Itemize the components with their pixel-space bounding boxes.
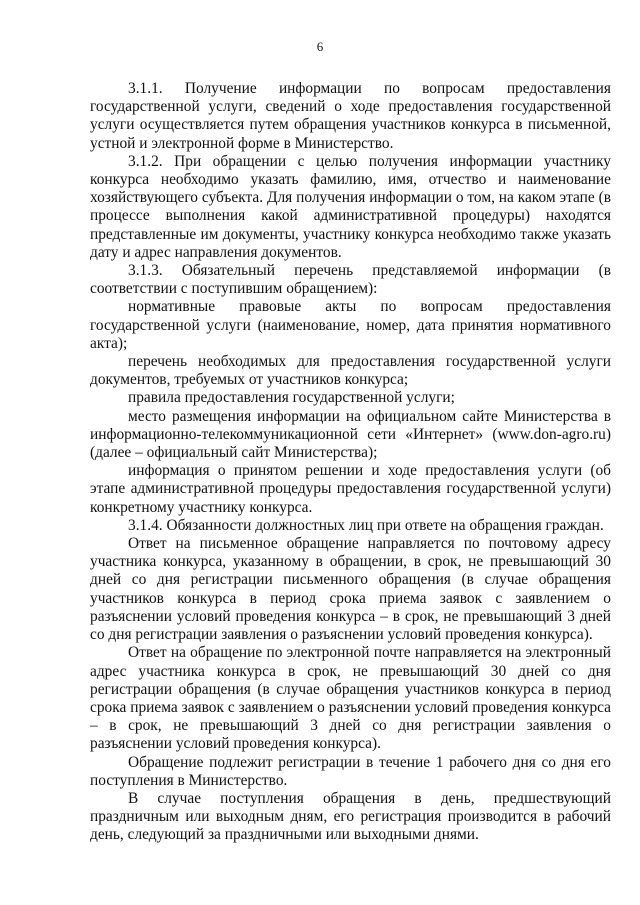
list-item-decision-info: информация о принятом решении и ходе предоставления услуги (об этапе административной процедуры предоставления государственной услуги) конкретному участнику конкурса.	[90, 462, 611, 516]
paragraph-3-1-4: 3.1.4. Обязанности должностных лиц при ответе на обращения граждан.	[128, 516, 604, 534]
paragraph-written-reply: Ответ на письменное обращение направляется по почтовому адресу участника конкурса, указанному в обращении, в срок, не превышающий 30 дней со дня регистрации письменного обращения (в случае обращения участников конкурса в период срока приема заявок с заявлением о разъяснении условий проведения конкурса – в срок, не превышающий 3 дней со дня регистрации заявления о разъяснении условий проведения конкурса).	[90, 535, 611, 644]
list-item-website: место размещения информации на официальном сайте Министерства в информационно-телекоммуникационной сети «Интернет» (www.don-agro.ru) (далее – официальный сайт Министерства);	[90, 407, 611, 462]
page-number: 6	[316, 39, 324, 54]
document-body	[90, 80, 611, 845]
list-item-rules: правила предоставления государственной услуги;	[128, 389, 455, 407]
list-item-documents: перечень необходимых для предоставления государственной услуги документов, требуемых от участников конкурса;	[90, 353, 611, 389]
paragraph-holiday-registration: В случае поступления обращения в день, предшествующий праздничным или выходным дням, его регистрация производится в рабочий день, следующий за праздничными или выходными днями.	[90, 789, 611, 844]
paragraph-3-1-1: 3.1.1. Получение информации по вопросам предоставления государственной услуги, сведений о ходе предоставления государственной услуги осуществляется путем обращения участников конкурса в письменной, устной и электронной форме в Министерство.	[90, 80, 611, 152]
paragraph-3-1-2: 3.1.2. При обращении с целью получения информации участнику конкурса необходимо указать фамилию, имя, отчество и наименование хозяйствующего субъекта. Для получения информации о том, на каком этапе (в процессе выполнения какой административной процедуры) находятся представленные им документы, участнику конкурса необходимо также указать дату и адрес направления документов.	[90, 152, 611, 261]
paragraph-3-1-3: 3.1.3. Обязательный перечень представляемой информации (в соответствии с поступившим обращением):	[90, 262, 611, 298]
list-item-normative-acts: нормативные правовые акты по вопросам предоставления государственной услуги (наименование, номер, дата принятия нормативного акта);	[90, 298, 611, 352]
paragraph-email-reply: Ответ на обращение по электронной почте направляется на электронный адрес участника конкурса в срок, не превышающий 30 дней со дня регистрации обращения (в случае обращения участников конкурса в период срока приема заявок с заявлением о разъяснении условий проведения конкурса – в срок, не превышающий 3 дней со дня регистрации заявления о разъяснении условий проведения конкурса).	[90, 644, 611, 753]
paragraph-registration: Обращение подлежит регистрации в течение 1 рабочего дня со дня его поступления в Министерство.	[90, 753, 611, 789]
